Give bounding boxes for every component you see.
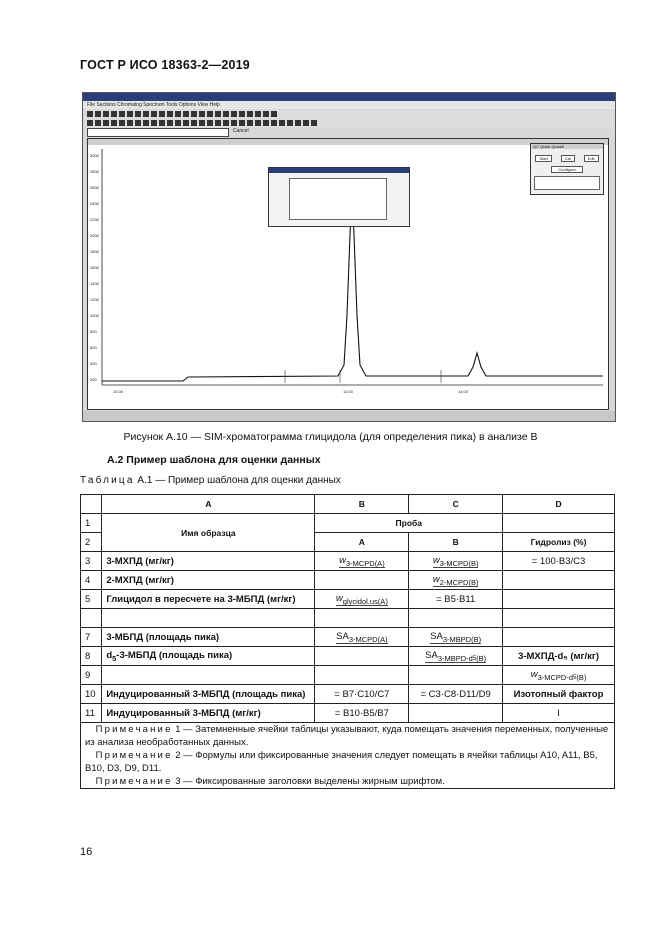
toolbar-icons xyxy=(87,120,317,127)
svg-text:12.00: 12.00 xyxy=(343,389,354,394)
qc-quick-panel: QC Quick QuickE Start Cal Edit Configure xyxy=(530,143,604,195)
x-axis-ticks xyxy=(113,389,469,394)
svg-text:400: 400 xyxy=(90,361,97,366)
sample-name-header: Имя образца xyxy=(102,514,315,552)
table-row: 2 A B Гидролиз (%) xyxy=(81,533,615,552)
svg-text:14.00: 14.00 xyxy=(458,389,469,394)
sample-header: Проба xyxy=(315,514,503,533)
integration-popup xyxy=(268,167,410,227)
svg-text:2600: 2600 xyxy=(90,185,99,190)
note-1: Примечание 1 — Затемненные ячейки таблицы указывают, куда помещать значения переменных, полученные из анализа необработанных данных. xyxy=(85,724,609,748)
svg-text:1200: 1200 xyxy=(90,297,99,302)
svg-text:2800: 2800 xyxy=(90,169,99,174)
table-row: 4 2-МХПД (мг/кг) $w_{2-MCPD(B)}$ xyxy=(81,571,615,590)
chromatogram-screenshot xyxy=(82,92,616,422)
qc-start-button: Start xyxy=(535,155,551,162)
svg-text:1400: 1400 xyxy=(90,281,99,286)
table-row: 3 3-МХПД (мг/кг) $w_{3-MCPD(A)}$ $w_{3-MCPD(B)}$ = 100·B3/C3 xyxy=(81,552,615,571)
toolbar-row-1 xyxy=(85,110,613,119)
toolbar-icons xyxy=(87,111,277,118)
template-table xyxy=(80,494,615,789)
svg-text:200: 200 xyxy=(90,377,97,382)
table-notes xyxy=(81,723,615,789)
svg-text:2000: 2000 xyxy=(90,233,99,238)
app-statusbar xyxy=(83,411,615,421)
section-heading: А.2 Пример шаблона для оценки данных xyxy=(107,454,321,466)
table-row: 7 3-МБПД (площадь пика) $SA_{3-MCPD(A)}$ $SA_{3-MBPD(B)}$ xyxy=(81,628,615,647)
table-row: 9 $w_{3-MCPD-d5(B)}$ xyxy=(81,666,615,685)
table-row xyxy=(81,609,615,628)
figure-caption: Рисунок А.10 — SIM-хроматограмма глицидола (для определения пика) в анализе B xyxy=(123,431,538,443)
table-row: 11 Индуцированный 3-МБПД (мг/кг) = B10·B5/B7 I xyxy=(81,704,615,723)
note-3: Примечание 3 — Фиксированные заголовки выделены жирным шрифтом. xyxy=(95,776,445,787)
table-row: 1 Имя образца Проба xyxy=(81,514,615,533)
table-row: 5 Глицидол в пересчете на 3-МБПД (мг/кг) $w_{glycidol.us(A)}$ = B5·B11 xyxy=(81,590,615,609)
document-header: ГОСТ Р ИСО 18363-2—2019 xyxy=(80,58,250,72)
toolbar-row-2 xyxy=(85,119,613,128)
svg-text:3000: 3000 xyxy=(90,153,99,158)
table-caption: Таблица А.1 — Пример шаблона для оценки данных xyxy=(80,475,341,486)
app-titlebar xyxy=(83,93,615,101)
svg-text:1800: 1800 xyxy=(90,249,99,254)
svg-text:1600: 1600 xyxy=(90,265,99,270)
qc-cal-button: Cal xyxy=(561,155,575,162)
svg-text:2400: 2400 xyxy=(90,201,99,206)
svg-text:800: 800 xyxy=(90,329,97,334)
page-number: 16 xyxy=(80,846,93,858)
y-axis-ticks xyxy=(90,153,100,382)
method-combo xyxy=(87,128,229,137)
table-row: 8 $d_5-3$-МБПД (площадь пика) $SA_{3-MBPD-d5(B)}$ 3-МХПД-d₅ (мг/кг) xyxy=(81,647,615,666)
svg-text:600: 600 xyxy=(90,345,97,350)
table-col-letters: A B C D xyxy=(81,495,615,514)
svg-text:1000: 1000 xyxy=(90,313,99,318)
svg-text:2200: 2200 xyxy=(90,217,99,222)
qc-edit-button: Edit xyxy=(584,155,599,162)
note-2: Примечание 2 — Формулы или фиксированные значения следует помещать в ячейки таблицы A10, A11, B5, B10, D3, D9, D11. xyxy=(85,750,598,774)
svg-text:10.00: 10.00 xyxy=(113,389,124,394)
cancel-label: Cancel xyxy=(233,128,249,134)
qc-configure-tab: Configure xyxy=(551,166,583,173)
table-row: 10 Индуцированный 3-МБПД (площадь пика) = B7·C10/C7 = C3·C8·D11/D9 Изотопный фактор xyxy=(81,685,615,704)
chromatogram-window xyxy=(87,138,609,410)
app-menubar: File Sections Chromatog Spectrum Tools Options View Help xyxy=(83,101,615,109)
